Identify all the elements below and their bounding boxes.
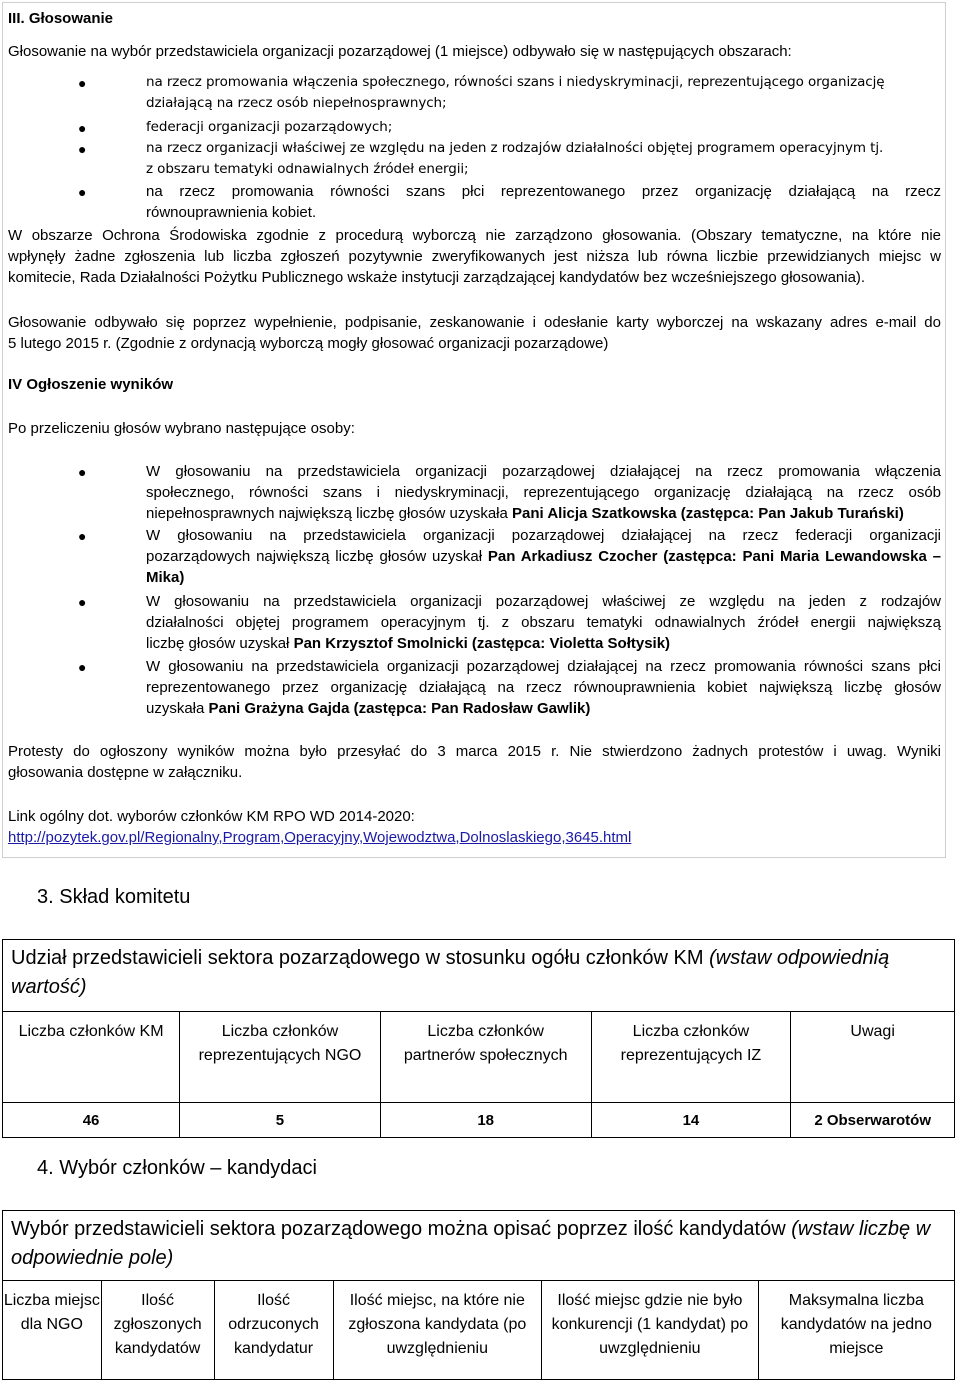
section-3-heading: 3. Skład komitetu — [37, 886, 191, 908]
section-iii-title: III. Głosowanie — [8, 10, 114, 27]
result-1-line-3 — [146, 503, 941, 524]
col-header-ngo-members: Liczba członków reprezentujących NGO — [180, 1012, 381, 1103]
result-2-line-1: W głosowaniu na przedstawiciela organizacji pozarządowej działającej na rzecz federacji organizacji — [146, 527, 941, 544]
composition-table-title — [3, 940, 955, 1012]
col-header-social-partners: Liczba członków partnerów społecznych — [380, 1012, 591, 1103]
col-header-rejected: Ilość odrzuconych kandydatur — [214, 1281, 333, 1380]
result-4-line-3 — [146, 698, 941, 719]
col-header-iz-members: Liczba członków reprezentujących IZ — [591, 1012, 791, 1103]
area-item-4 — [146, 181, 941, 223]
result-3-line-1: W głosowaniu na przedstawiciela organizacji pozarządowej właściwej ze względu na jeden z rodzajów — [146, 593, 941, 610]
area-item-2 — [146, 117, 941, 138]
result-1-line-1: W głosowaniu na przedstawiciela organizacji pozarządowej działającej na rzecz promowania włączenia — [146, 463, 941, 480]
col-header-max-candidates: Maksymalna liczba kandydatów na jedno miejsce — [758, 1281, 954, 1380]
col-header-km-members: Liczba członków KM — [3, 1012, 180, 1103]
candidates-title-italic: (wstaw liczbę w odpowiednie pole) — [11, 1218, 931, 1269]
result-2-text: pozarządowych największą liczbę głosów uzyskał — [146, 548, 488, 565]
bullet-icon: ● — [78, 659, 87, 675]
candidates-table — [2, 1210, 955, 1380]
result-2-winner: Pan Arkadiusz Czocher (zastępca: Pani Maria Lewandowska – — [487, 548, 941, 565]
voting-method-line-1: Głosowanie odbywało się poprzez wypełnienie, podpisanie, zeskanowanie i odesłanie karty wyborczej na wskazany adres e-mail do — [8, 314, 941, 331]
area-item-3-cont — [146, 159, 941, 180]
table-row — [3, 1103, 955, 1138]
composition-title-text: Udział przedstawicieli sektora pozarządowego w stosunku ogółu członków KM — [11, 947, 710, 969]
no-voting-line-2: wpłynęły żadne zgłoszenia lub liczba zgłoszeń pozytywnie zweryfikowanych jest niższa lub równa liczbie przewidzianych miejsc w — [8, 248, 941, 265]
bullet-icon: ● — [78, 464, 87, 480]
table-header-row — [3, 1281, 955, 1380]
no-voting-line-1: W obszarze Ochrona Środowiska zgodnie z procedurą wyborczą nie zarządzono głosowania. (Obszary tematyczne, na które nie — [8, 227, 941, 244]
value-km-members: 46 — [3, 1103, 180, 1138]
result-2-winner-cont: Mika) — [146, 569, 185, 586]
area-item-3-line-1: na rzecz organizacji właściwej ze względu na jeden z rodzajów działalności objętej programem operacyjnym tj. — [146, 140, 884, 156]
candidates-table-title — [3, 1211, 955, 1281]
area-item-4-line-2: równouprawnienia kobiet. — [146, 204, 317, 221]
no-voting-line-3: komitecie, Rada Działalności Pożytku Publicznego wskaże instytucji zarządzającej kandydatów bez wcześniejszego głosowania). — [8, 269, 866, 286]
col-header-notes: Uwagi — [791, 1012, 955, 1103]
bullet-icon: ● — [78, 528, 87, 544]
section-4-heading: 4. Wybór członków – kandydaci — [37, 1157, 317, 1179]
result-3-line-3 — [146, 633, 941, 654]
result-3-text: liczbę głosów uzyskał — [146, 635, 294, 652]
protests-line-2: głosowania dostępne w załączniku. — [8, 764, 243, 781]
result-4-line-2: reprezentowanego przez organizację działającą na rzecz równouprawnienia kobiet największą liczbę głosów — [146, 679, 941, 696]
protests-paragraph — [8, 741, 941, 783]
section-iii-intro: Głosowanie na wybór przedstawiciela organizacji pozarządowej (1 miejsce) odbywało się w następujących obszarach: — [8, 43, 792, 60]
bullet-icon: ● — [78, 75, 87, 91]
result-4-winner: Pani Grażyna Gajda (zastępca: Pan Radosław Gawlik) — [208, 700, 591, 717]
col-header-no-candidate: Ilość miejsc, na które nie zgłoszona kandydata (po uwzględnieniu — [333, 1281, 542, 1380]
result-4-text: uzyskała — [146, 700, 209, 717]
area-item-3 — [146, 138, 941, 159]
area-item-1-line-2: działającą na rzecz osób niepełnosprawnych; — [146, 95, 447, 111]
area-item-1 — [146, 72, 941, 114]
col-header-ngo-seats: Liczba miejsc dla NGO — [3, 1281, 102, 1380]
value-ngo-members: 5 — [180, 1103, 381, 1138]
bullet-icon: ● — [78, 141, 87, 157]
committee-composition-table — [2, 939, 955, 1138]
bullet-icon: ● — [78, 184, 87, 200]
table-title-row — [3, 940, 955, 1012]
area-item-2-line-1: federacji organizacji pozarządowych; — [146, 119, 393, 135]
bullet-icon: ● — [78, 120, 87, 136]
section-iv-title: IV Ogłoszenie wyników — [8, 376, 174, 393]
no-voting-paragraph — [8, 225, 941, 288]
result-item-1 — [146, 461, 941, 524]
result-1-winner: Pani Alicja Szatkowska (zastępca: Pan Jakub Turański) — [512, 505, 904, 522]
value-notes: 2 Obserwarotów — [791, 1103, 955, 1138]
table-header-row — [3, 1012, 955, 1103]
value-social-partners: 18 — [380, 1103, 591, 1138]
result-item-4 — [146, 656, 941, 719]
candidates-title-text: Wybór przedstawicieli sektora pozarządowego można opisać poprzez ilość kandydatów — [11, 1218, 792, 1240]
result-4-line-1: W głosowaniu na przedstawiciela organizacji pozarządowej działającej na rzecz promowania równości szans płci — [146, 658, 941, 675]
area-item-1-line-1: na rzecz promowania włączenia społecznego, równości szans i niedyskryminacji, reprezentującego organizację — [146, 74, 885, 90]
result-3-line-2: działalności objętej programem operacyjnym tj. z obszaru tematyki odnawialnych źródeł energii największą — [146, 614, 941, 631]
results-link[interactable]: http://pozytek.gov.pl/Regionalny,Program,Operacyjny,Wojewodztwa,Dolnoslaskiego,3645.html — [8, 829, 632, 846]
result-item-2 — [146, 525, 941, 588]
link-label: Link ogólny dot. wyborów członków KM RPO WD 2014-2020: — [8, 808, 415, 825]
col-header-no-competition: Ilość miejsc gdzie nie było konkurencji (1 kandydat) po uwzględnieniu — [542, 1281, 759, 1380]
voting-method-line-2: 5 lutego 2015 r. (Zgodnie z ordynacją wyborczą mogły głosować organizacji pozarządowe) — [8, 335, 609, 352]
value-iz-members: 14 — [591, 1103, 791, 1138]
area-item-3-line-2: z obszaru tematyki odnawialnych źródeł energii; — [146, 161, 469, 177]
result-1-text: niepełnosprawnych największą liczbę głosów uzyskała — [146, 505, 513, 522]
section-iv-intro: Po przeliczeniu głosów wybrano następujące osoby: — [8, 420, 355, 437]
col-header-submitted: Ilość zgłoszonych kandydatów — [101, 1281, 214, 1380]
protests-line-1: Protesty do ogłoszony wyników można było przesyłać do 3 marca 2015 r. Nie stwierdzono żadnych protestów i uwag. Wyniki — [8, 743, 941, 760]
area-item-4-line-1: na rzecz promowania równości szans płci reprezentowanego przez organizację działającą na rzecz — [146, 183, 941, 200]
result-1-line-2: społecznego, równości szans i niedyskryminacji, reprezentującego organizację działającą na rzecz osób — [146, 484, 941, 501]
result-item-3 — [146, 591, 941, 654]
composition-title-italic: (wstaw odpowiednią wartość) — [11, 947, 890, 998]
voting-method-paragraph — [8, 312, 941, 354]
table-title-row — [3, 1211, 955, 1281]
result-2-line-2 — [146, 546, 941, 567]
bullet-icon: ● — [78, 594, 87, 610]
result-3-winner: Pan Krzysztof Smolnicki (zastępca: Violetta Sołtysik) — [293, 635, 671, 652]
